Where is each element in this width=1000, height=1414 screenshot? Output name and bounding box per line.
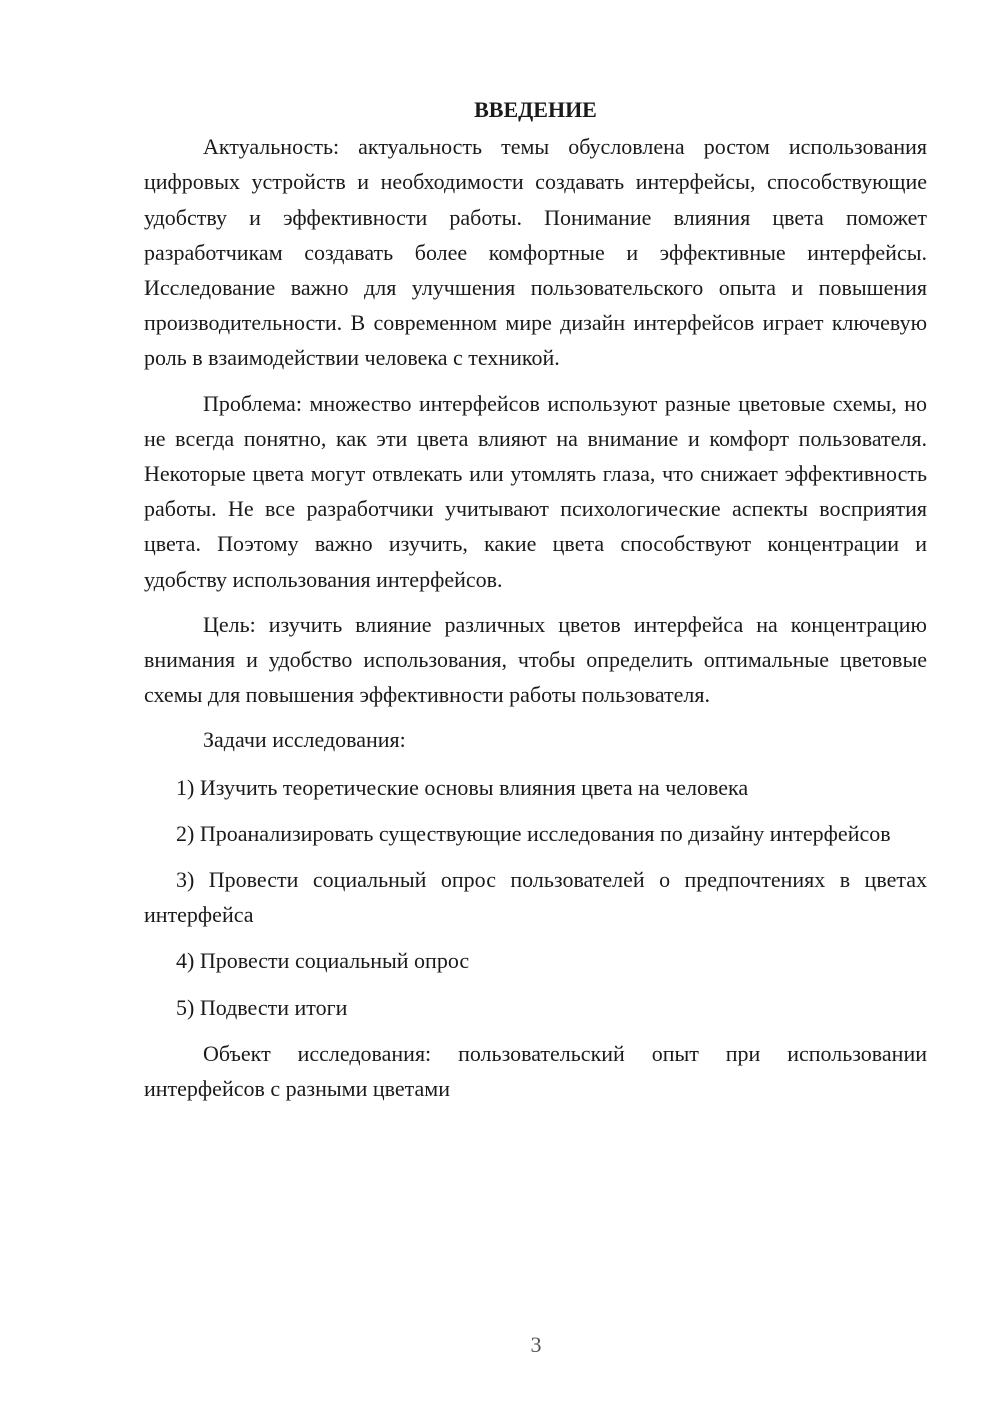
- tasks-heading: Задачи исследования:: [203, 727, 406, 753]
- page-body: [144, 92, 927, 1116]
- object-paragraph: Объект исследования: пользовательский опыт при использовании интерфейсов с разными цветами: [144, 1040, 927, 1102]
- task-item-2: 2) Проанализировать существующие исследования по дизайну интерфейсов: [176, 820, 891, 846]
- relevance-paragraph: Актуальность: актуальность темы обусловлена ростом использования цифровых устройств и необходимости создавать интерфейсы, способствующие удобству и эффективности работы. Понимание влияния цвета поможет разработчикам создавать более комфортные и эффективные интерфейсы. Исследование важно для улучшения пользовательского опыта и повышения производительности. В современном мире дизайн интерфейсов играет ключевую роль в взаимодействии человека с техникой.: [144, 134, 927, 371]
- problem-paragraph: Проблема: множество интерфейсов используют разные цветовые схемы, но не всегда понятно, как эти цвета влияют на внимание и комфорт пользователя. Некоторые цвета могут отвлекать или утомлять глаза, что снижает эффективность работы. Не все разработчики учитывают психологические аспекты восприятия цвета. Поэтому важно изучить, какие цвета способствуют концентрации и удобству использования интерфейсов.: [144, 390, 927, 592]
- page-title: ВВЕДЕНИЕ: [474, 97, 597, 122]
- task-item-5: 5) Подвести итоги: [176, 994, 348, 1020]
- task-item-3: 3) Провести социальный опрос пользователей о предпочтениях в цветах интерфейса: [144, 867, 927, 928]
- task-item-4: 4) Провести социальный опрос: [176, 948, 470, 974]
- goal-paragraph: Цель: изучить влияние различных цветов интерфейса на концентрацию внимания и удобство использования, чтобы определить оптимальные цветовые схемы для повышения эффективности работы пользователя.: [144, 611, 927, 708]
- task-item-1: 1) Изучить теоретические основы влияния цвета на человека: [176, 774, 749, 800]
- page-number: 3: [530, 1332, 542, 1357]
